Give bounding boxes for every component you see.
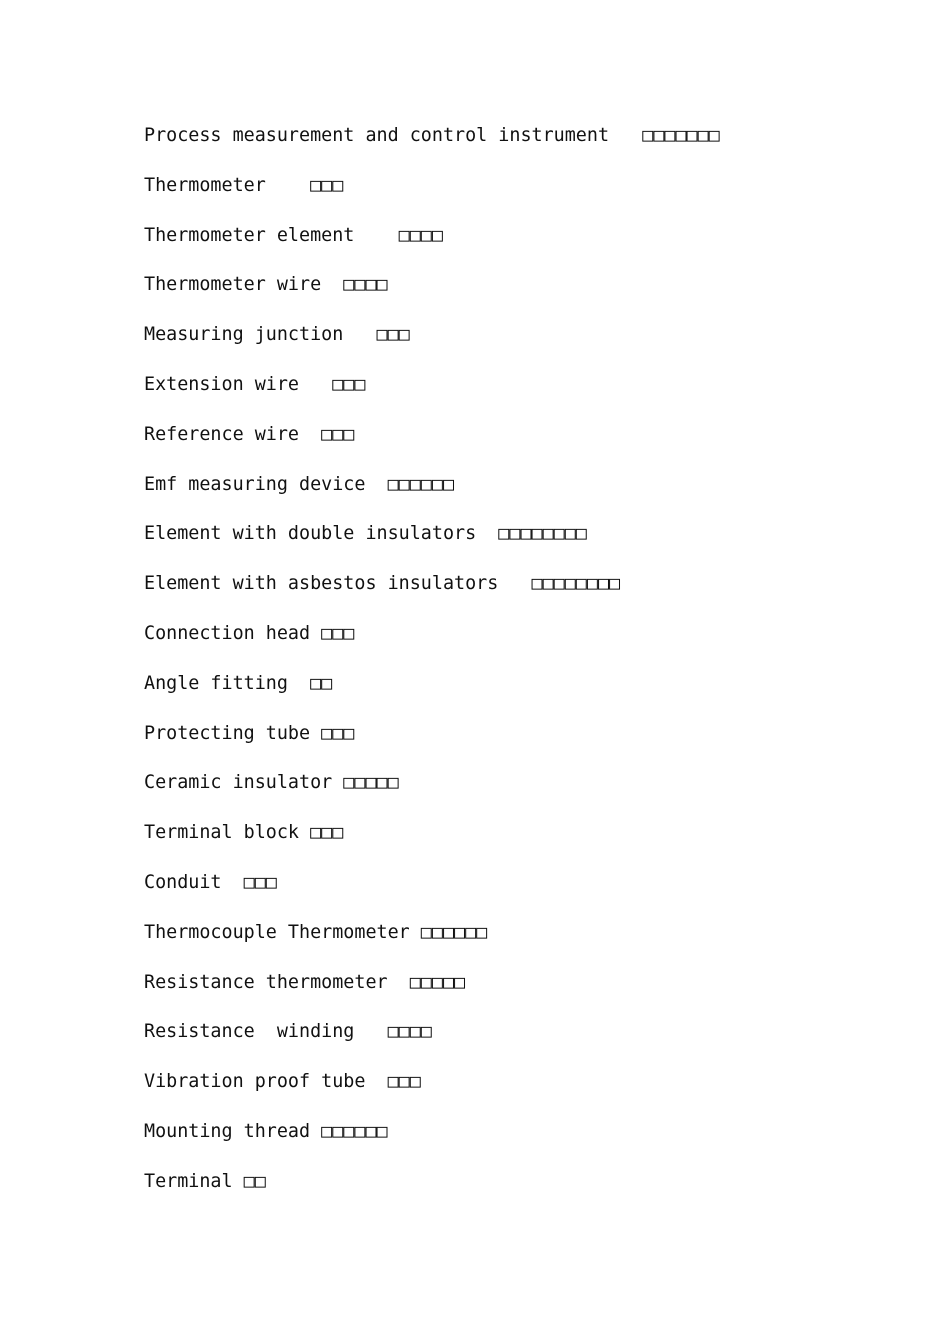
glossary-line: Conduit □□□ (144, 871, 277, 893)
glossary-line: Thermometer wire □□□□ (144, 274, 388, 296)
glossary-line: Element with double insulators □□□□□□□□ (144, 523, 587, 545)
glossary-line: Resistance thermometer □□□□□ (144, 971, 466, 993)
glossary-line: Measuring junction □□□ (144, 324, 410, 346)
glossary-line: Thermocouple Thermometer □□□□□□ (144, 921, 488, 943)
glossary-line: Connection head □□□ (144, 622, 355, 644)
glossary-line: Emf measuring device □□□□□□ (144, 473, 455, 495)
glossary-line: Reference wire □□□ (144, 423, 355, 445)
glossary-line: Thermometer □□□ (144, 174, 344, 196)
glossary-line: Terminal □□ (144, 1170, 266, 1192)
glossary-line: Protecting tube □□□ (144, 722, 355, 744)
glossary-list (144, 122, 720, 1218)
glossary-line: Vibration proof tube □□□ (144, 1071, 421, 1093)
glossary-line: Extension wire □□□ (144, 373, 366, 395)
glossary-line: Mounting thread □□□□□□ (144, 1120, 388, 1142)
glossary-line: Angle fitting □□ (144, 672, 333, 694)
glossary-line: Element with asbestos insulators □□□□□□□□ (144, 573, 621, 595)
glossary-line: Terminal block □□□ (144, 822, 344, 844)
glossary-line: Ceramic insulator □□□□□ (144, 772, 399, 794)
glossary-line: Resistance winding □□□□ (144, 1021, 432, 1043)
glossary-line: Process measurement and control instrument □□□□□□□ (144, 125, 720, 146)
glossary-line: Thermometer element □□□□ (144, 224, 443, 246)
